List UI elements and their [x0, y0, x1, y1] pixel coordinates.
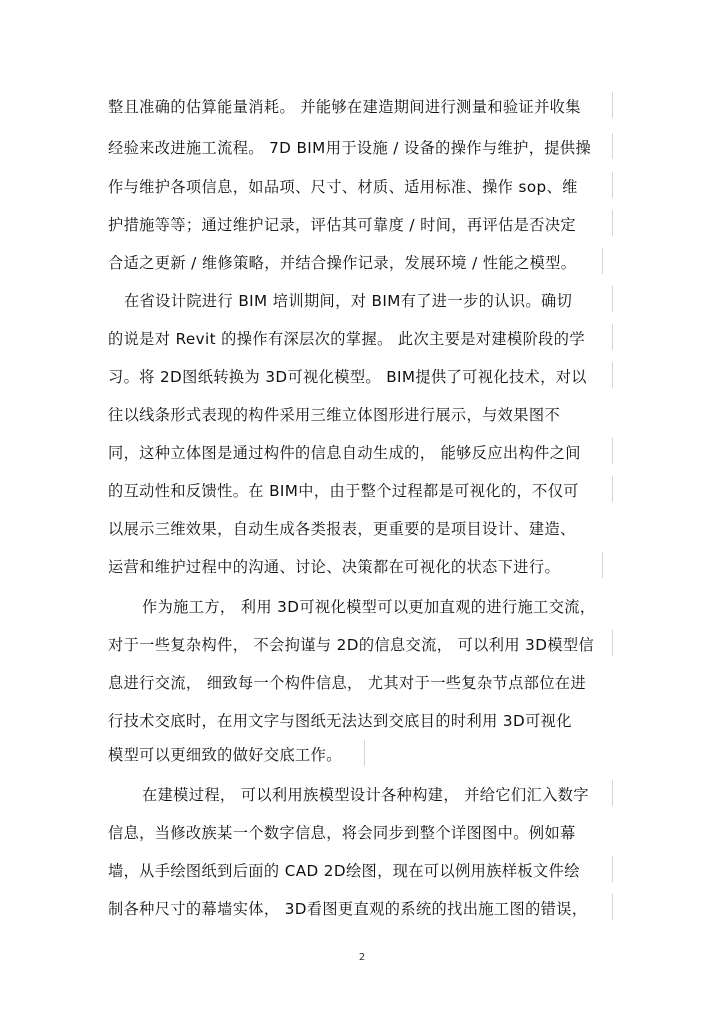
text-line: 运营和维护过程中的沟通、讨论、决策都在可视化的状态下进行。: [108, 550, 560, 584]
text-line: 对于一些复杂构件， 不会拘谨与 2D的信息交流， 可以利用 3D模型信: [108, 628, 594, 662]
text-line: 习。将 2D图纸转换为 3D可视化模型。 BIM提供了可视化技术，对以: [108, 360, 587, 394]
page-number: 2: [358, 952, 366, 963]
text-line: 模型可以更细致的做好交底工作。: [108, 738, 342, 772]
text-line: 作与维护各项信息，如品项、尺寸、材质、适用标准、操作 sop、维: [108, 170, 578, 204]
text-line: 在省设计院进行 BIM 培训期间，对 BIM有了进一步的认识。确切: [124, 284, 572, 318]
text-line: 整且准确的估算能量消耗。 并能够在建造期间进行测量和验证并收集: [108, 90, 581, 124]
text-line: 息进行交流， 细致每一个构件信息， 尤其对于一些复杂节点部位在进: [108, 674, 587, 692]
text-line: 的互动性和反馈性。在 BIM中，由于整个过程都是可视化的，不仅可: [108, 474, 579, 508]
text-line: 的说是对 Revit 的操作有深层次的掌握。 此次主要是对建模阶段的学: [108, 322, 585, 356]
text-line: 经验来改进施工流程。 7D BIM用于设施 / 设备的操作与维护，提供操: [108, 131, 591, 165]
text-line: 墙，从手绘图纸到后面的 CAD 2D绘图，现在可以例用族样板文件绘: [108, 854, 580, 888]
text-line: 往以线条形式表现的构件采用三维立体图形进行展示，与效果图不: [108, 406, 561, 424]
text-line: 信息，当修改族某一个数字信息，将会同步到整个详图图中。例如幕: [108, 824, 576, 842]
text-line: 在建模过程， 可以利用族模型设计各种构建， 并给它们汇入数字: [142, 778, 589, 812]
text-line: 同，这种立体图是通过构件的信息自动生成的， 能够反应出构件之间: [108, 436, 581, 470]
text-line: 制各种尺寸的幕墙实体， 3D看图更直观的系统的找出施工图的错误，: [108, 892, 587, 926]
text-line: 行技术交底时，在用文字与图纸无法达到交底目的时利用 3D可视化: [108, 712, 572, 730]
text-line: 合适之更新 / 维修策略，并结合操作记录，发展环境 / 性能之模型。: [108, 246, 576, 280]
text-line: 作为施工方， 利用 3D可视化模型可以更加直观的进行施工交流，: [142, 598, 596, 616]
text-line: 护措施等等；通过维护记录，评估其可靠度 / 时间，再评估是否决定: [108, 208, 576, 242]
text-line: 以展示三维效果，自动生成各类报表，更重要的是项目设计、建造、: [108, 520, 576, 538]
